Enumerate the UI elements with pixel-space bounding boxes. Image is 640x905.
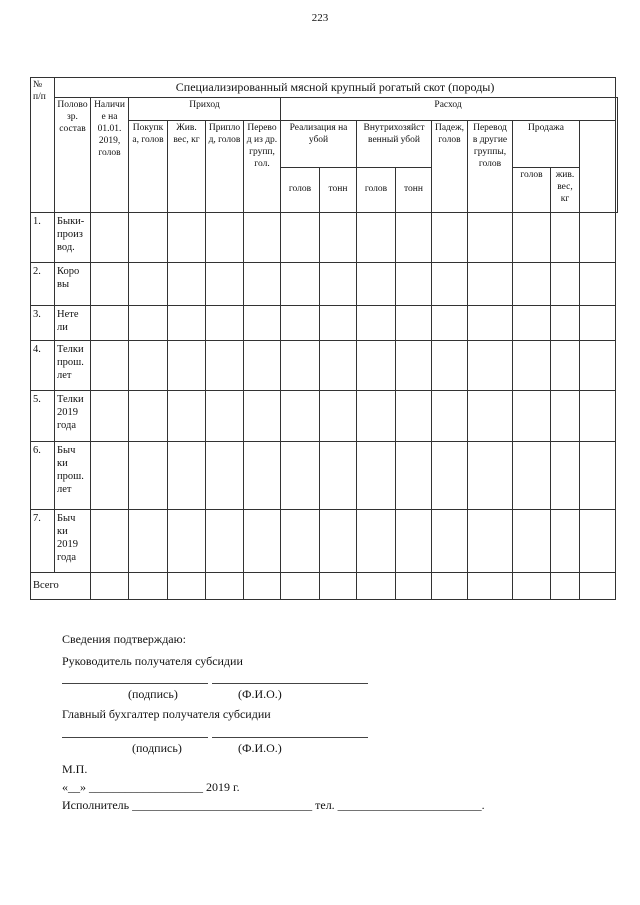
table-cell <box>168 341 206 391</box>
table-cell <box>580 391 616 442</box>
table-cell <box>468 306 513 341</box>
group-expense: Расход <box>281 98 616 121</box>
total-row <box>31 573 618 600</box>
row-label: Быки-произ вод. <box>55 213 91 263</box>
page-number: 223 <box>311 12 329 24</box>
table-cell <box>281 306 320 341</box>
table-cell <box>168 306 206 341</box>
table-cell <box>580 213 616 263</box>
table-cell <box>551 442 580 510</box>
row-number: 1. <box>31 213 55 263</box>
table-cell <box>357 510 396 573</box>
table-cell <box>580 341 616 391</box>
table-cell <box>468 573 513 600</box>
table-cell <box>396 573 432 600</box>
executor-line: Исполнитель ______________________________ тел. ________________________. <box>62 798 485 812</box>
table-cell <box>244 213 281 263</box>
table-cell <box>91 391 129 442</box>
table-cell <box>580 442 616 510</box>
table-cell <box>357 213 396 263</box>
table-cell <box>513 263 551 306</box>
table-cell <box>320 306 357 341</box>
row-label: Телки 2019 года <box>55 391 91 442</box>
total-label: Всего <box>31 573 91 600</box>
sub-heads: голов <box>513 168 551 213</box>
row-number: 5. <box>31 391 55 442</box>
table-cell <box>551 391 580 442</box>
table-cell <box>91 341 129 391</box>
table-cell <box>551 263 580 306</box>
table-cell <box>320 341 357 391</box>
table-row <box>31 341 618 391</box>
table-cell <box>244 510 281 573</box>
table-cell <box>551 306 580 341</box>
table-cell <box>281 213 320 263</box>
table-cell <box>551 510 580 573</box>
table-cell <box>320 391 357 442</box>
col-purchase: Покупк а, голов <box>129 121 168 213</box>
table-cell <box>468 510 513 573</box>
col-closing <box>616 98 618 213</box>
table-cell <box>513 306 551 341</box>
table-cell <box>244 442 281 510</box>
table-row <box>31 263 618 306</box>
row-number: 7. <box>31 510 55 573</box>
table-cell <box>320 510 357 573</box>
table-cell <box>244 306 281 341</box>
table-cell <box>206 341 244 391</box>
row-label: Быч ки 2019 года <box>55 510 91 573</box>
col-sex: Полово зр. состав <box>55 98 91 213</box>
table-cell <box>244 341 281 391</box>
table-cell <box>168 213 206 263</box>
table-cell <box>396 263 432 306</box>
table-cell <box>580 510 616 573</box>
table-cell <box>396 442 432 510</box>
table-cell <box>91 306 129 341</box>
table-cell <box>580 306 616 341</box>
table-cell <box>357 341 396 391</box>
col-onfarm-slaughter: Внутрихозяйст венный убой <box>357 121 432 168</box>
sub-live-weight: жив. вес, кг <box>551 168 580 213</box>
table-cell <box>168 442 206 510</box>
table-cell <box>357 391 396 442</box>
col-live-weight: Жив. вес, кг <box>168 121 206 213</box>
table-row <box>31 213 618 263</box>
col-transfer-in: Перево д из др. групп, гол. <box>244 121 281 213</box>
accountant-name-line <box>212 737 368 738</box>
table-cell <box>206 573 244 600</box>
col-sale: Продажа <box>513 121 580 168</box>
table-cell <box>129 510 168 573</box>
col-offspring: Припло д, голов <box>206 121 244 213</box>
stamp-label: М.П. <box>62 762 88 776</box>
table-cell <box>168 391 206 442</box>
table-cell <box>91 442 129 510</box>
table-row <box>31 442 618 510</box>
table-cell <box>244 391 281 442</box>
table-title: Специализированный мясной крупный рогатый скот (породы) <box>55 78 616 98</box>
col-death: Падеж, голов <box>432 121 468 213</box>
table-cell <box>281 391 320 442</box>
row-number: 4. <box>31 341 55 391</box>
table-cell <box>129 573 168 600</box>
table-cell <box>432 306 468 341</box>
col-opening: Наличи е на 01.01. 2019, голов <box>91 98 129 213</box>
table-cell <box>357 306 396 341</box>
table-cell <box>320 573 357 600</box>
table-cell <box>320 263 357 306</box>
table-cell <box>551 341 580 391</box>
table-cell <box>91 510 129 573</box>
accountant-signature-caption: (подпись) <box>132 741 182 755</box>
sub-tons: тонн <box>396 168 432 213</box>
table-cell <box>396 341 432 391</box>
head-label: Руководитель получателя субсидии <box>62 654 243 668</box>
row-number: 6. <box>31 442 55 510</box>
num-header: № п/п <box>31 78 55 213</box>
sub-heads: голов <box>357 168 396 213</box>
head-name-line <box>212 683 368 684</box>
table-cell <box>91 263 129 306</box>
table-cell <box>129 341 168 391</box>
table-cell <box>432 510 468 573</box>
table-cell <box>206 263 244 306</box>
table-cell <box>396 306 432 341</box>
sub-heads: голов <box>281 168 320 213</box>
table-cell <box>168 510 206 573</box>
table-cell <box>281 573 320 600</box>
table-cell <box>244 263 281 306</box>
table-cell <box>513 341 551 391</box>
table-cell <box>206 306 244 341</box>
table-cell <box>432 213 468 263</box>
table-cell <box>129 391 168 442</box>
table-cell <box>432 391 468 442</box>
table-cell <box>357 573 396 600</box>
table-row <box>31 391 618 442</box>
table-cell <box>468 442 513 510</box>
livestock-table <box>30 77 618 600</box>
row-number: 3. <box>31 306 55 341</box>
col-sale-slaughter: Реализация на убой <box>281 121 357 168</box>
table-cell <box>206 442 244 510</box>
table-row <box>31 306 618 341</box>
accountant-name-caption: (Ф.И.О.) <box>238 741 282 755</box>
table-cell <box>129 213 168 263</box>
table-cell <box>432 341 468 391</box>
table-cell <box>206 213 244 263</box>
table-cell <box>396 391 432 442</box>
group-income: Приход <box>129 98 281 121</box>
row-label: Нете ли <box>55 306 91 341</box>
table-cell <box>357 442 396 510</box>
table-cell <box>206 391 244 442</box>
table-cell <box>396 213 432 263</box>
table-cell <box>281 442 320 510</box>
accountant-signature-line <box>62 737 208 738</box>
table-cell <box>168 573 206 600</box>
table-cell <box>129 263 168 306</box>
table-cell <box>468 213 513 263</box>
col-transfer-out: Перевод в другие группы, голов <box>468 121 513 213</box>
table-cell <box>432 573 468 600</box>
head-signature-caption: (подпись) <box>128 687 178 701</box>
table-cell <box>580 573 616 600</box>
table-cell <box>320 213 357 263</box>
table-cell <box>513 510 551 573</box>
head-signature-line <box>62 683 208 684</box>
table-cell <box>432 442 468 510</box>
table-cell <box>432 263 468 306</box>
head-name-caption: (Ф.И.О.) <box>238 687 282 701</box>
table-cell <box>281 263 320 306</box>
table-cell <box>551 213 580 263</box>
table-cell <box>513 573 551 600</box>
table-cell <box>468 391 513 442</box>
table-cell <box>281 341 320 391</box>
row-label: Телки прош. лет <box>55 341 91 391</box>
confirm-text: Сведения подтверждаю: <box>62 632 186 646</box>
table-cell <box>168 263 206 306</box>
table-cell <box>513 391 551 442</box>
date-line: «__» ___________________ 2019 г. <box>62 780 240 794</box>
table-cell <box>551 573 580 600</box>
table-cell <box>468 263 513 306</box>
table-cell <box>513 442 551 510</box>
table-row <box>31 510 618 573</box>
table-cell <box>129 442 168 510</box>
row-number: 2. <box>31 263 55 306</box>
table-cell <box>468 341 513 391</box>
row-label: Коро вы <box>55 263 91 306</box>
sub-tons: тонн <box>320 168 357 213</box>
table-cell <box>91 573 129 600</box>
table-cell <box>320 442 357 510</box>
table-cell <box>580 263 616 306</box>
accountant-label: Главный бухгалтер получателя субсидии <box>62 707 271 721</box>
table-cell <box>513 213 551 263</box>
table-cell <box>281 510 320 573</box>
row-label: Быч ки прош. лет <box>55 442 91 510</box>
table-cell <box>206 510 244 573</box>
table-cell <box>91 213 129 263</box>
table-cell <box>244 573 281 600</box>
table-cell <box>129 306 168 341</box>
table-cell <box>396 510 432 573</box>
table-cell <box>357 263 396 306</box>
